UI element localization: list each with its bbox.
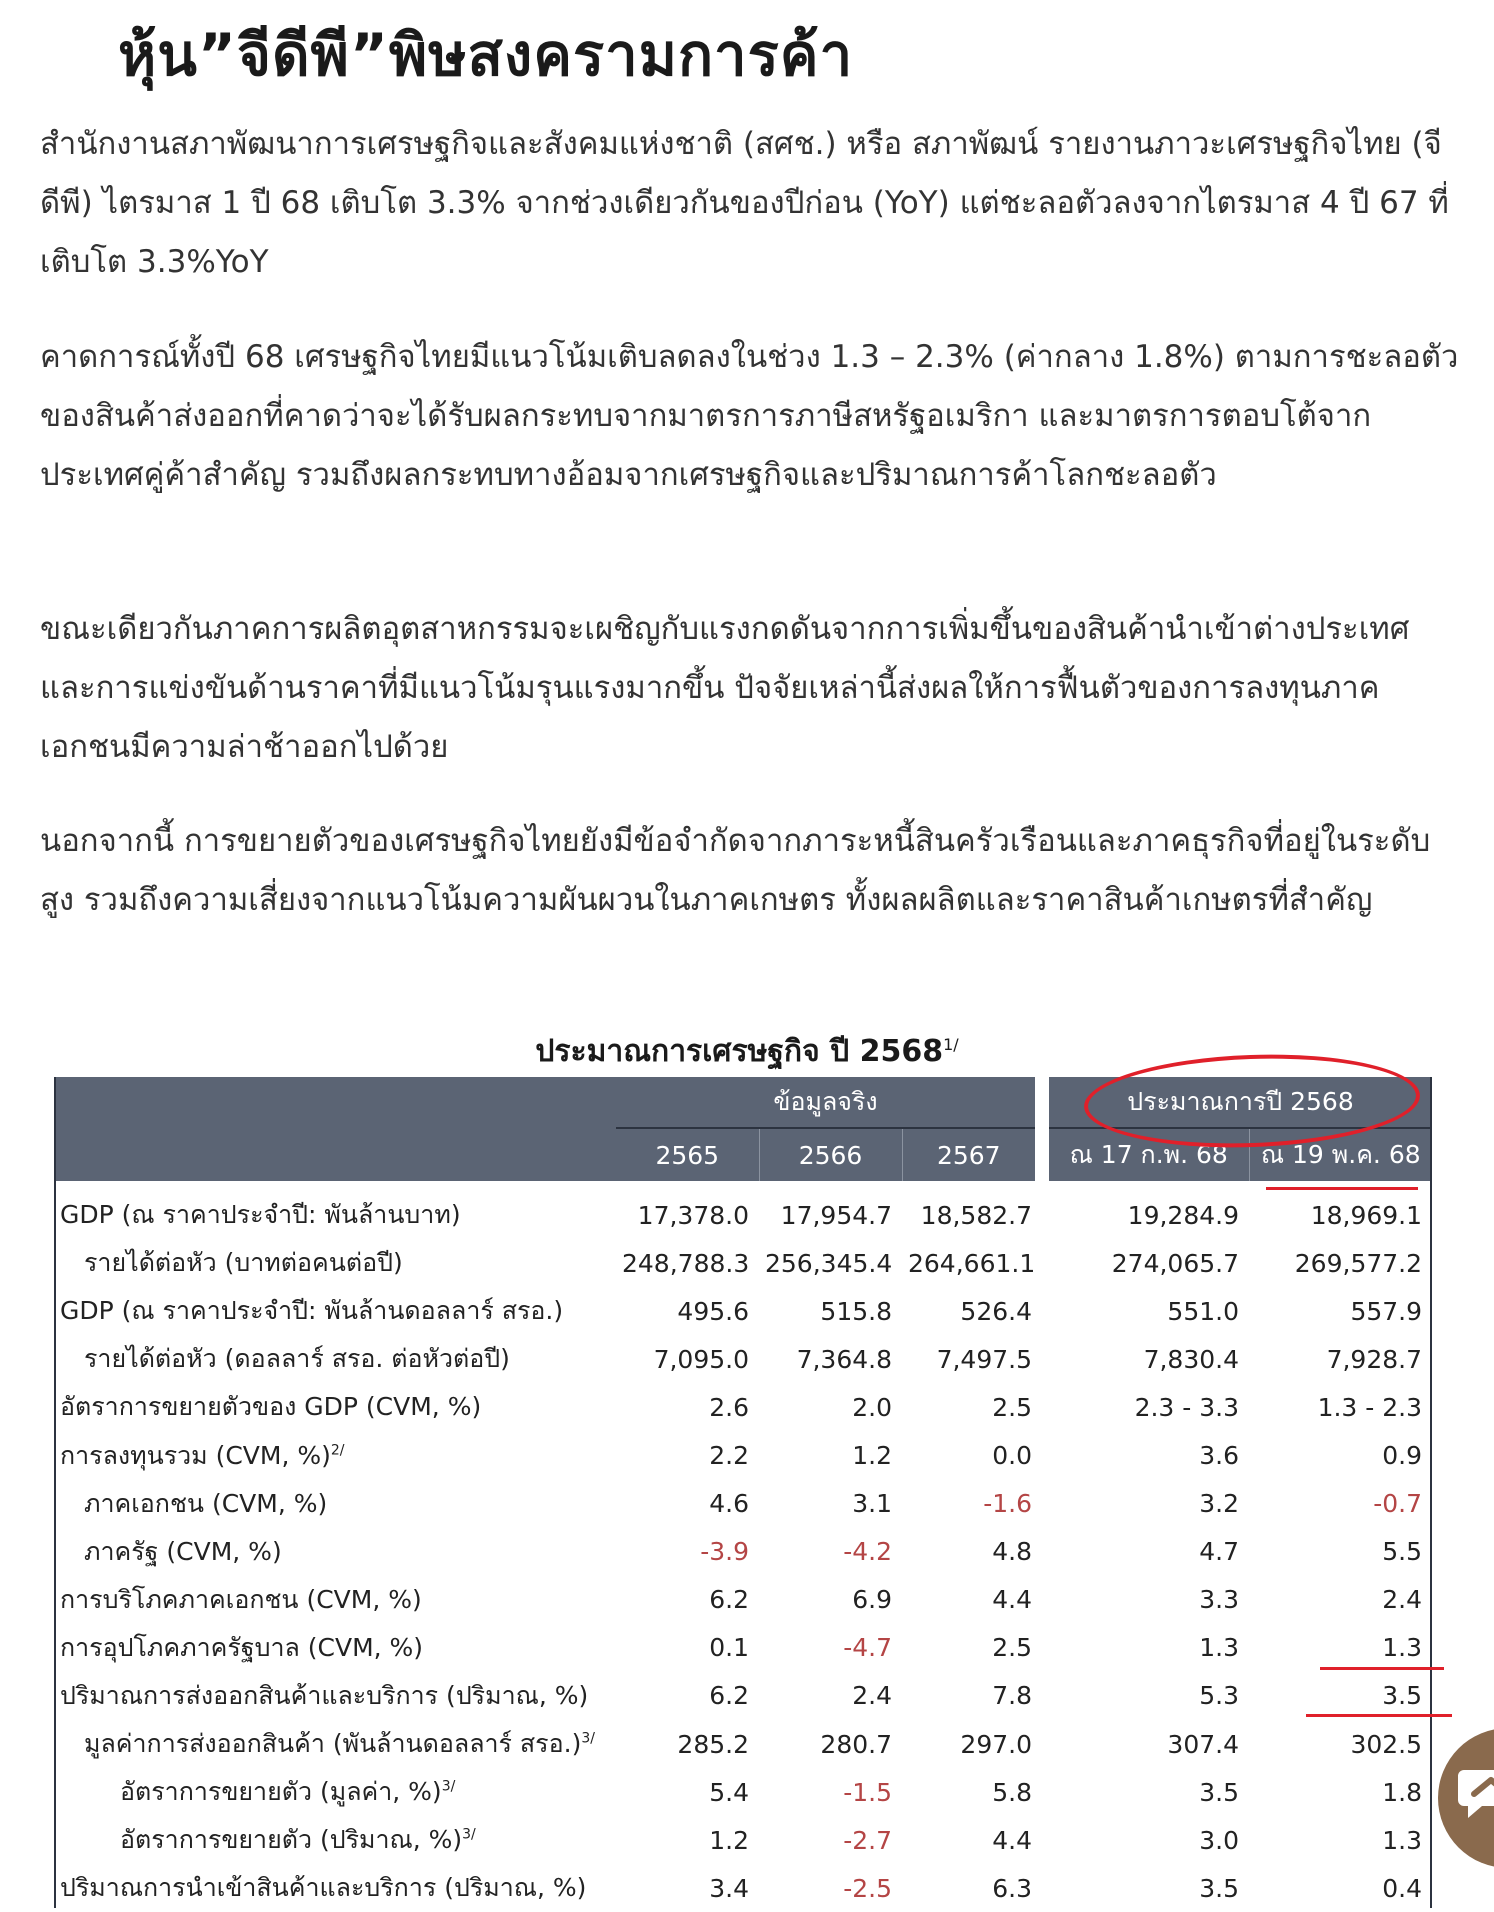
table-cell: 4.8 — [992, 1537, 1032, 1567]
red-annotation-underline — [1266, 1187, 1418, 1190]
col-header: 2567 — [902, 1128, 1042, 1181]
table-cell: 280.7 — [820, 1729, 892, 1759]
table-row — [54, 1720, 1432, 1768]
table-cell: 3.5 — [1382, 1681, 1423, 1711]
group-forecast: ประมาณการปี 2568 — [1042, 1077, 1432, 1128]
row-label-text: ปริมาณการนำเข้าสินค้าและบริการ (ปริมาณ, %) — [60, 1873, 587, 1903]
table-row — [54, 1576, 1432, 1624]
table-cell: 6.2 — [709, 1585, 749, 1615]
table-cell: -4.2 — [843, 1537, 892, 1567]
table-cell: 7,830.4 — [1143, 1344, 1239, 1374]
table-cell: 302.5 — [1350, 1729, 1423, 1759]
table-row — [54, 1768, 1432, 1816]
row-label-text: ภาคเอกชน (CVM, %) — [84, 1488, 328, 1518]
row-label-text: อัตราการขยายตัว (ปริมาณ, %) — [120, 1825, 463, 1855]
row-label-text: GDP (ณ ราคาประจำปี: พันล้านบาท) — [60, 1200, 461, 1230]
row-label — [54, 1287, 616, 1335]
chat-bubble-icon — [1456, 1762, 1494, 1822]
table-cell: 269,577.2 — [1294, 1248, 1423, 1278]
table-title: ประมาณการเศรษฐกิจ ปี 2568 — [535, 1034, 944, 1069]
row-label-text: การอุปโภคภาครัฐบาล (CVM, %) — [60, 1632, 424, 1662]
table-cell: 7.8 — [992, 1681, 1032, 1711]
table-cell: 0.0 — [992, 1441, 1032, 1471]
row-label-text: รายได้ต่อหัว (บาทต่อคนต่อปี) — [84, 1248, 403, 1278]
article-paragraph-3: ขณะเดียวกันภาคการผลิตอุตสาหกรรมจะเผชิญกับแรงกดดันจากการเพิ่มขึ้นของสินค้านำเข้าต่างประเทศและการแข่งขันด้านราคาที่มีแนวโน้มรุนแรงมากขึ้น ปัจจัยเหล่านี้ส่งผลให้การฟื้นตัวของการลงทุนภาคเอกชนมีความล่าช้าออกไปด้วย — [40, 611, 1410, 765]
article-paragraph-1: สำนักงานสภาพัฒนาการเศรษฐกิจและสังคมแห่งชาติ (สศช.) หรือ สภาพัฒน์ รายงานภาวะเศรษฐกิจไทย (จีดีพี) ไตรมาส 1 ปี 68 เติบโต 3.3% จากช่วงเดียวกันของปีก่อน (YoY) แต่ชะลอตัวลงจากไตรมาส 4 ปี 67 ที่เติบโต 3.3%YoY — [40, 126, 1449, 280]
header-blank-2 — [54, 1128, 616, 1181]
table-cell: 5.8 — [992, 1777, 1032, 1807]
table-cell: 0.1 — [709, 1633, 749, 1663]
table-row — [54, 1335, 1432, 1383]
row-footnote: 3/ — [581, 1730, 595, 1747]
row-label — [54, 1181, 616, 1239]
table-cell: 2.0 — [852, 1392, 892, 1422]
table-cell: 6.9 — [852, 1585, 892, 1615]
table-cell: 3.3 — [1199, 1585, 1239, 1615]
table-cell: 0.4 — [1382, 1873, 1423, 1903]
table-cell: 3.1 — [852, 1489, 892, 1519]
table-cell: 1.8 — [1382, 1777, 1423, 1807]
article-title: หุ้น”จีดีพี”พิษสงครามการค้า — [118, 21, 854, 89]
red-annotation-underline — [1306, 1714, 1452, 1717]
table-title-footnote: 1/ — [943, 1035, 959, 1054]
col-header: ณ 19 พ.ค. 68 — [1249, 1128, 1432, 1181]
article-paragraph-4: นอกจากนี้ การขยายตัวของเศรษฐกิจไทยยังมีข้อจำกัดจากภาระหนี้สินครัวเรือนและภาคธุรกิจที่อยู่ในระดับสูง รวมถึงความเสี่ยงจากแนวโน้มความผันผวนในภาคเกษตร ทั้งผลผลิตและราคาสินค้าเกษตรที่สำคัญ — [40, 823, 1431, 918]
row-label — [54, 1624, 616, 1672]
row-label — [54, 1431, 616, 1479]
row-label-text: ปริมาณการส่งออกสินค้าและบริการ (ปริมาณ, %) — [60, 1680, 589, 1710]
table-cell: 1.3 — [1199, 1633, 1239, 1663]
table-cell: -4.7 — [843, 1633, 892, 1663]
table-cell: 2.6 — [709, 1392, 749, 1422]
table-cell: 5.4 — [709, 1777, 749, 1807]
table-cell: 4.6 — [709, 1489, 749, 1519]
col-header: 2565 — [616, 1128, 759, 1181]
table-cell: 4.4 — [992, 1585, 1032, 1615]
table-cell: 557.9 — [1350, 1296, 1423, 1326]
table-cell: 256,345.4 — [765, 1248, 893, 1278]
table-cell: 526.4 — [960, 1296, 1032, 1326]
row-label-text: GDP (ณ ราคาประจำปี: พันล้านดอลลาร์ สรอ.) — [60, 1296, 564, 1326]
row-label — [54, 1720, 616, 1768]
table-cell: 3.5 — [1199, 1873, 1239, 1903]
table-cell: 4.7 — [1199, 1537, 1239, 1567]
table-cell: 7,095.0 — [653, 1344, 749, 1374]
table-cell: 2.3 - 3.3 — [1134, 1392, 1239, 1422]
table-cell: 19,284.9 — [1127, 1200, 1239, 1230]
table-cell: 274,065.7 — [1111, 1248, 1239, 1278]
table-cell: 2.5 — [992, 1392, 1032, 1422]
table-cell: 2.2 — [709, 1441, 749, 1471]
row-label — [54, 1864, 616, 1912]
table-cell: -1.5 — [843, 1777, 892, 1807]
table-cell: 0.9 — [1382, 1441, 1423, 1471]
table-row — [54, 1287, 1432, 1335]
table-cell: -0.7 — [1373, 1489, 1423, 1519]
table-row — [54, 1816, 1432, 1864]
table-cell: 515.8 — [820, 1296, 892, 1326]
row-label — [54, 1528, 616, 1576]
row-label-text: การบริโภคภาคเอกชน (CVM, %) — [60, 1584, 422, 1614]
table-cell: -1.6 — [983, 1489, 1032, 1519]
table-cell: 297.0 — [960, 1729, 1032, 1759]
table-cell: 551.0 — [1167, 1296, 1239, 1326]
table-cell: 1.3 — [1382, 1825, 1423, 1855]
row-footnote: 3/ — [462, 1826, 476, 1843]
table-cell: 2.4 — [1382, 1585, 1423, 1615]
table-cell: 17,954.7 — [780, 1200, 892, 1230]
row-footnote: 2/ — [330, 1442, 345, 1459]
table-cell: 5.5 — [1382, 1537, 1423, 1567]
col-header: ณ 17 ก.พ. 68 — [1042, 1128, 1249, 1181]
table-cell: 1.2 — [852, 1441, 892, 1471]
row-label — [54, 1672, 616, 1720]
chat-button[interactable] — [1438, 1728, 1494, 1868]
table-row — [54, 1672, 1432, 1720]
table-cell: 495.6 — [677, 1296, 749, 1326]
table-row — [54, 1528, 1432, 1576]
table-cell: 1.3 — [1382, 1633, 1423, 1663]
table-cell: 4.4 — [992, 1825, 1032, 1855]
forecast-table — [54, 1077, 1432, 1912]
row-label-text: มูลค่าการส่งออกสินค้า (พันล้านดอลลาร์ สรอ.) — [84, 1729, 582, 1759]
table-cell: 2.4 — [852, 1681, 892, 1711]
table-cell: 5.3 — [1199, 1681, 1239, 1711]
table-cell: 18,969.1 — [1310, 1200, 1423, 1230]
table-cell: 1.3 - 2.3 — [1317, 1392, 1423, 1422]
col-header: 2566 — [759, 1128, 902, 1181]
table-row — [54, 1624, 1432, 1672]
group-actual: ข้อมูลจริง — [616, 1077, 1042, 1128]
table-cell: 3.2 — [1199, 1489, 1239, 1519]
row-label-text: รายได้ต่อหัว (ดอลลาร์ สรอ. ต่อหัวต่อปี) — [84, 1344, 510, 1374]
table-cell: 7,928.7 — [1326, 1344, 1423, 1374]
table-cell: 1.2 — [709, 1825, 749, 1855]
row-label — [54, 1816, 616, 1864]
row-label-text: การลงทุนรวม (CVM, %) — [60, 1440, 331, 1470]
row-label-text: อัตราการขยายตัวของ GDP (CVM, %) — [60, 1392, 482, 1422]
table-cell: -3.9 — [700, 1537, 749, 1567]
row-footnote: 3/ — [441, 1778, 456, 1795]
row-label-text: อัตราการขยายตัว (มูลค่า, %) — [120, 1777, 442, 1807]
table-cell: 3.5 — [1199, 1777, 1239, 1807]
table-cell: 3.0 — [1199, 1825, 1239, 1855]
table-row — [54, 1864, 1432, 1912]
row-label — [54, 1480, 616, 1528]
row-label-text: ภาครัฐ (CVM, %) — [84, 1536, 282, 1566]
row-label — [54, 1576, 616, 1624]
row-label — [54, 1383, 616, 1431]
table-cell: 2.5 — [992, 1633, 1032, 1663]
row-label — [54, 1239, 616, 1287]
row-label — [54, 1335, 616, 1383]
header-blank — [54, 1077, 616, 1128]
table-cell: 264,661.1 — [908, 1248, 1036, 1278]
table-cell: 307.4 — [1167, 1729, 1239, 1759]
table-cell: 7,364.8 — [796, 1344, 892, 1374]
table-cell: -2.5 — [843, 1873, 892, 1903]
table-row — [54, 1431, 1432, 1479]
table-cell: 6.2 — [709, 1681, 749, 1711]
table-row — [54, 1480, 1432, 1528]
table-cell: 7,497.5 — [936, 1344, 1032, 1374]
table-cell: 248,788.3 — [622, 1248, 750, 1278]
table-row — [54, 1239, 1432, 1287]
table-cell: 3.6 — [1199, 1441, 1239, 1471]
table-cell: 18,582.7 — [920, 1200, 1032, 1230]
table-cell: 285.2 — [677, 1729, 749, 1759]
article-paragraph-2: คาดการณ์ทั้งปี 68 เศรษฐกิจไทยมีแนวโน้มเติบลดลงในช่วง 1.3 – 2.3% (ค่ากลาง 1.8%) ตามการชะลอตัวของสินค้าส่งออกที่คาดว่าจะได้รับผลกระทบจากมาตรการภาษีสหรัฐอเมริกา และมาตรการตอบโต้จากประเทศคู่ค้าสำคัญ รวมถึงผลกระทบทางอ้อมจากเศรษฐกิจและปริมาณการค้าโลกชะลอตัว — [40, 339, 1459, 493]
table-row — [54, 1181, 1432, 1239]
red-annotation-underline — [1320, 1667, 1444, 1670]
table-row — [54, 1383, 1432, 1431]
row-label — [54, 1768, 616, 1816]
table-cell: 3.4 — [709, 1873, 749, 1903]
table-cell: -2.7 — [843, 1825, 892, 1855]
table-cell: 6.3 — [992, 1873, 1032, 1903]
table-cell: 17,378.0 — [637, 1200, 749, 1230]
